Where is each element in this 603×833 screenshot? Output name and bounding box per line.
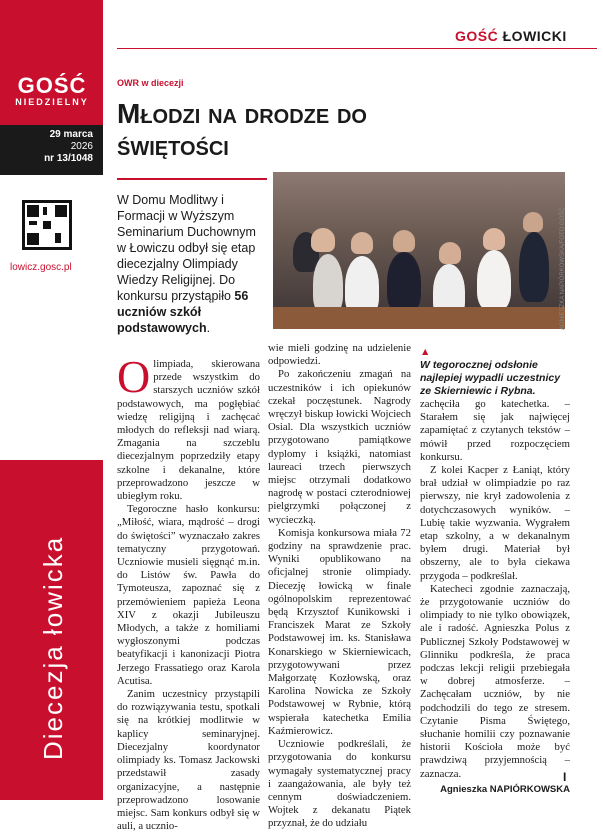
lead-bold: 56 uczniów szkół podstawowych bbox=[117, 289, 249, 335]
paragraph: zachęciła go katechetka. – Starałem się jak najwięcej zapamiętać z czytanych tekstów – mówił przed rozpoczęciem konkursu. bbox=[420, 398, 570, 463]
paragraph: Tegoroczne hasło konkursu: „Miłość, wiara, mądrość – drogi do świętości” wyznaczało zakres tematyczny przygotowań. Uczniowie musieli sięgnąć m.in. do Listów św. Pawła do Tymoteusza, zapoznać się z przemówieniem papieża Leona XIV z okazji Jubileuszu Młodych, a także z homiliami wygłoszonymi podczas beatyfikacji i kanonizacji Piotra Jerzego Frassatiego oraz Karola Acutisa. bbox=[117, 503, 260, 687]
lead-text: W Domu Modlitwy i Formacji w Wyższym Seminarium Duchownym w Łowiczu odbył się etap diecezjalny Olimpiady Wiedzy Religijnej. Do konkursu przystąpiło bbox=[117, 193, 256, 303]
sidebar bbox=[0, 0, 103, 800]
lead bbox=[117, 192, 267, 336]
website-link[interactable]: lowicz.gosc.pl bbox=[10, 262, 72, 273]
caption-triangle-icon: ▲ bbox=[420, 346, 431, 358]
paragraph: Komisja konkursowa miała 72 godziny na sprawdzenie prac. Wyniki opublikowano na oficjalnej stronie olimpiady. Diecezję łowicką w finale ogólnopolskim reprezentować będą Krzysztof Kunikowski i Franciszek Marat ze Szkoły Podstawowej im. ks. Stanisława Konarskiego w Skierniewicach, przygotowywani przez Małgorzatę Kozłowską, oraz Karolina Nowicka ze Szkoły Podstawowej w Rybnie, którą wspierała katechetka Emilia Kaźmierowicz. bbox=[268, 526, 411, 737]
paragraph: Katecheci zgodnie zaznaczają, że przygotowanie uczniów do olimpiady to nie tylko obowiązek, ale i radość. Agnieszka Polus z Publicznej Szkoły Podstawowej w Glinniku podkreśla, że praca podczas lekcji religii przebiegała w dobrej atmosferze. – Zachęcałam uczniów, by nie podchodzili do tego ze stresem. Czytanie Pisma Świętego, słuchanie homilii czy poznawanie historii Kościoła może być prawdziwą przyjemnością – zaznacza. bbox=[420, 582, 570, 780]
section-vertical-label: Diecezja łowicka bbox=[38, 535, 68, 760]
lead-rule bbox=[117, 178, 267, 180]
issue-year: 2026 bbox=[70, 141, 93, 152]
paragraph: Z kolei Kacper z Łaniąt, który brał udział w olimpiadzie po raz pierwszy, nie krył zadowolenia z dotychczasowych wyników. – Lubię takie wyzwania. Wygrałem etap szkolny, a w dekanalnym byłem drugi. Materiał był obszerny, ale to była ciekawa przygoda – podkreślał. bbox=[420, 464, 570, 582]
lead-end: . bbox=[206, 321, 211, 335]
paragraph: wie mieli godzinę na udzielenie odpowiedzi. bbox=[268, 342, 411, 368]
photo-caption bbox=[420, 346, 570, 398]
dropcap: O bbox=[117, 351, 151, 402]
logo bbox=[8, 75, 96, 107]
issue-date: 29 marca bbox=[49, 129, 93, 140]
paragraph: Po zakończeniu zmagań na uczestników i ich opiekunów czekał poczęstunek. Nagrody wręczył biskup łowicki Wojciech Osial. Dla wszystkich uczniów przygotowano pamiątkowe dyplomy i książki, natomiast laureaci trzech pierwszych miejsc otrzymali dodatkowo nagrodę w postaci czterodniowej pielgrzymki połączonej z wycieczką. bbox=[268, 368, 411, 526]
kicker: OWR w diecezji bbox=[117, 78, 184, 88]
article-title: Młodzi na drodze do świętości bbox=[117, 98, 367, 161]
author-byline: Agnieszka NAPIÓRKOWSKA bbox=[440, 783, 570, 795]
issue-box bbox=[0, 125, 103, 175]
column-1 bbox=[117, 351, 260, 833]
qr-code-icon[interactable] bbox=[22, 200, 72, 250]
issue-number: nr 13/1048 bbox=[44, 153, 93, 164]
page-number: I bbox=[563, 770, 567, 784]
logo-title: GOŚĆ bbox=[17, 73, 87, 98]
logo-subtitle: NIEDZIELNY bbox=[15, 97, 89, 107]
column-3 bbox=[420, 398, 570, 796]
paragraph: Zanim uczestnicy przystąpili do rozwiązywania testu, spotkali się na krótkiej modlitwie w kaplicy seminaryjnej. Diecezjalny koordynator olimpiady ks. Tomasz Jackowski przedstawił zasady organizacyjne, a następnie przeprowadzono losowanie miejsc. Sam konkurs odbył się w auli, a ucznio- bbox=[117, 688, 260, 833]
photo-credit: AGNIESZKA NAPIÓRKOWSKA/FOTO GOŚĆ bbox=[560, 207, 566, 330]
paragraph: Uczniowie podkreślali, że przygotowania do konkursu wymagały systematycznej pracy i zaangażowania, ale były też cennym doświadczeniem. Wojtek z dekanatu Piątek przyznał, że do udziału bbox=[268, 738, 411, 830]
header-brand bbox=[455, 28, 567, 44]
article-photo bbox=[273, 172, 565, 329]
brand-black: ŁOWICKI bbox=[498, 28, 567, 44]
paragraph: limpiada, skierowana przede wszystkim do starszych uczniów szkół podstawowych, ma pogłębiać wiedzę religijną i zachęcać młodych do refleksji nad wiarą. Zmagania na szczeblu diecezjalnym poprzedziły etapy szkolne i dekanalne, które przeprowadzono jeszcze w ubiegłym roku. bbox=[117, 358, 260, 503]
header-divider bbox=[117, 48, 597, 49]
caption-text: W tegorocznej odsłonie najlepiej wypadli uczestnicy ze Skierniewic i Rybna. bbox=[420, 359, 561, 397]
brand-red: GOŚĆ bbox=[455, 28, 499, 44]
column-2 bbox=[268, 342, 411, 831]
